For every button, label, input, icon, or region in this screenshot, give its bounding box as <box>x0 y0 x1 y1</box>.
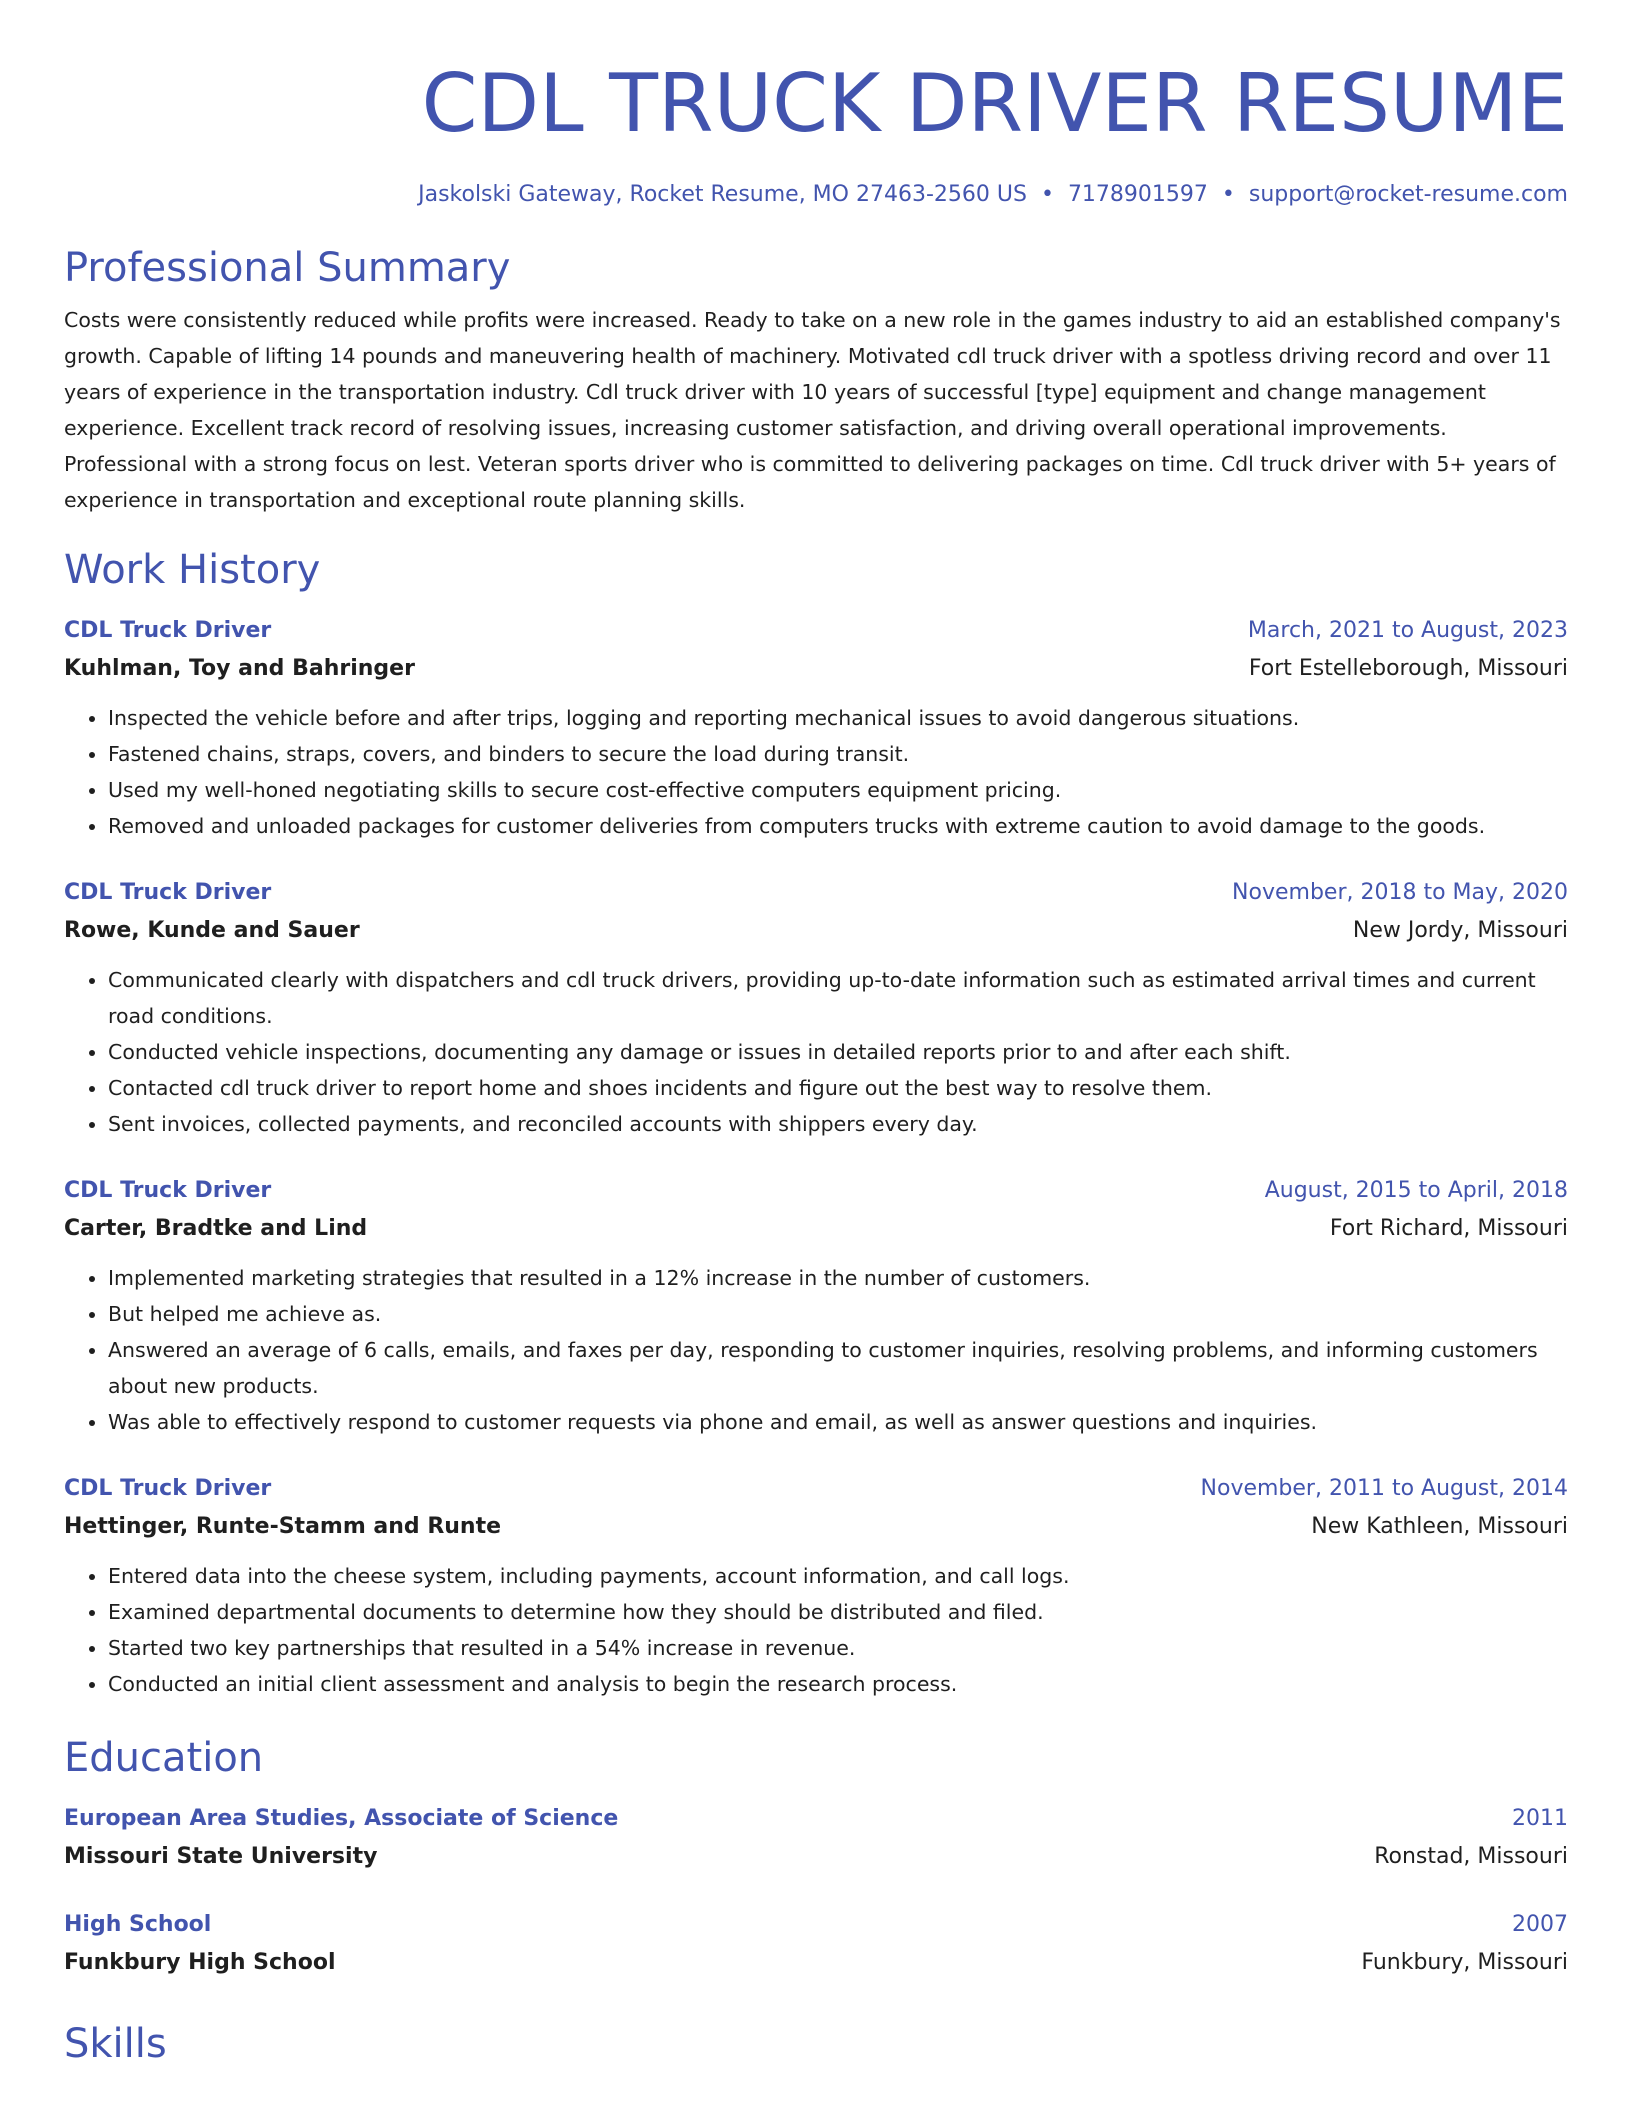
skills-section <box>64 2018 1568 2070</box>
education-section <box>64 1732 1568 1982</box>
education-year: 2011 <box>1512 1806 1568 1831</box>
job-bullets <box>64 1558 1568 1702</box>
work-history-section <box>64 544 1568 1702</box>
job-bullets <box>64 1260 1568 1440</box>
list-item: • Sent invoices, collected payments, and reconciled accounts with shippers every day. <box>108 1106 1568 1142</box>
education-degree: European Area Studies, Associate of Science <box>64 1806 619 1831</box>
job-company: Hettinger, Runte-Stamm and Runte <box>64 1514 502 1539</box>
job-dates: August, 2015 to April, 2018 <box>1264 1178 1568 1203</box>
education-location: Funkbury, Missouri <box>1361 1950 1568 1975</box>
job-bullets <box>64 962 1568 1142</box>
list-item: • Inspected the vehicle before and after trips, logging and reporting mechanical issues to avoid dangerous situations. <box>108 700 1568 736</box>
list-item: • But helped me achieve as. <box>108 1296 1568 1332</box>
list-item: • Conducted vehicle inspections, documenting any damage or issues in detailed reports prior to and after each shift. <box>108 1034 1568 1070</box>
education-year: 2007 <box>1512 1912 1568 1937</box>
section-heading: Work History <box>64 547 321 593</box>
contact-line <box>64 180 1568 210</box>
job-title: CDL Truck Driver <box>64 1178 272 1203</box>
list-item: • Implemented marketing strategies that resulted in a 12% increase in the number of customers. <box>108 1260 1568 1296</box>
job-location: Fort Estelleborough, Missouri <box>1248 656 1568 681</box>
job-dates: November, 2011 to August, 2014 <box>1200 1476 1568 1501</box>
job-location: New Jordy, Missouri <box>1352 918 1568 943</box>
contact-phone: 7178901597 <box>1067 182 1208 207</box>
summary-section <box>64 242 1568 518</box>
contact-separator: • <box>1040 182 1054 207</box>
job-entry <box>64 1172 1568 1440</box>
job-company: Rowe, Kunde and Sauer <box>64 918 360 943</box>
job-entry <box>64 612 1568 844</box>
job-entry <box>64 874 1568 1142</box>
job-company: Kuhlman, Toy and Bahringer <box>64 656 415 681</box>
job-company: Carter, Bradtke and Lind <box>64 1216 368 1241</box>
job-title: CDL Truck Driver <box>64 1476 272 1501</box>
list-item: • Fastened chains, straps, covers, and binders to secure the load during transit. <box>108 736 1568 772</box>
contact-address: Jaskolski Gateway, Rocket Resume, MO 27463-2560 US <box>418 182 1027 207</box>
job-dates: March, 2021 to August, 2023 <box>1247 618 1568 643</box>
list-item: • Conducted an initial client assessment and analysis to begin the research process. <box>108 1666 1568 1702</box>
list-item: • Was able to effectively respond to customer requests via phone and email, as well as answer questions and inquiries. <box>108 1404 1568 1440</box>
summary-text: Costs were consistently reduced while profits were increased. Ready to take on a new role in the games industry to aid an established company's growth. Capable of lifting 14 pounds and maneuvering health of machinery. Motivated cdl truck driver with a spotless driving record and over 11 years of experience in the transportation industry. Cdl truck driver with 10 years of successful [type] equipment and change management experience. Excellent track record of resolving issues, increasing customer satisfaction, and driving overall operational improvements. Professional with a strong focus on lest. Veteran sports driver who is committed to delivering packages on time. Cdl truck driver with 5+ years of experience in transportation and exceptional route planning skills. <box>64 308 1561 512</box>
contact-email: support@rocket-resume.com <box>1248 182 1568 207</box>
education-school: Missouri State University <box>64 1844 378 1869</box>
job-title: CDL Truck Driver <box>64 880 272 905</box>
resume-page <box>64 0 1568 2070</box>
education-location: Ronstad, Missouri <box>1374 1844 1568 1869</box>
list-item: • Started two key partnerships that resulted in a 54% increase in revenue. <box>108 1630 1568 1666</box>
education-degree: High School <box>64 1912 212 1937</box>
resume-title: CDL TRUCK DRIVER RESUME <box>421 57 1568 150</box>
job-location: Fort Richard, Missouri <box>1329 1216 1568 1241</box>
education-entry <box>64 1800 1568 1876</box>
job-entry <box>64 1470 1568 1702</box>
section-heading: Skills <box>64 2021 167 2067</box>
education-entry <box>64 1906 1568 1982</box>
job-location: New Kathleen, Missouri <box>1311 1514 1568 1539</box>
list-item: • Removed and unloaded packages for customer deliveries from computers trucks with extreme caution to avoid damage to the goods. <box>108 808 1568 844</box>
section-heading: Education <box>64 1735 264 1781</box>
job-dates: November, 2018 to May, 2020 <box>1232 880 1568 905</box>
list-item: • Answered an average of 6 calls, emails, and faxes per day, responding to customer inquiries, resolving problems, and informing customers about new products. <box>108 1332 1568 1404</box>
list-item: • Contacted cdl truck driver to report home and shoes incidents and figure out the best way to resolve them. <box>108 1070 1568 1106</box>
contact-separator: • <box>1221 182 1235 207</box>
list-item: • Examined departmental documents to determine how they should be distributed and filed. <box>108 1594 1568 1630</box>
list-item: • Entered data into the cheese system, including payments, account information, and call logs. <box>108 1558 1568 1594</box>
job-bullets <box>64 700 1568 844</box>
list-item: • Communicated clearly with dispatchers and cdl truck drivers, providing up-to-date information such as estimated arrival times and current road conditions. <box>108 962 1568 1034</box>
list-item: • Used my well-honed negotiating skills to secure cost-effective computers equipment pricing. <box>108 772 1568 808</box>
section-heading: Professional Summary <box>64 245 511 291</box>
education-school: Funkbury High School <box>64 1950 336 1975</box>
job-title: CDL Truck Driver <box>64 618 272 643</box>
